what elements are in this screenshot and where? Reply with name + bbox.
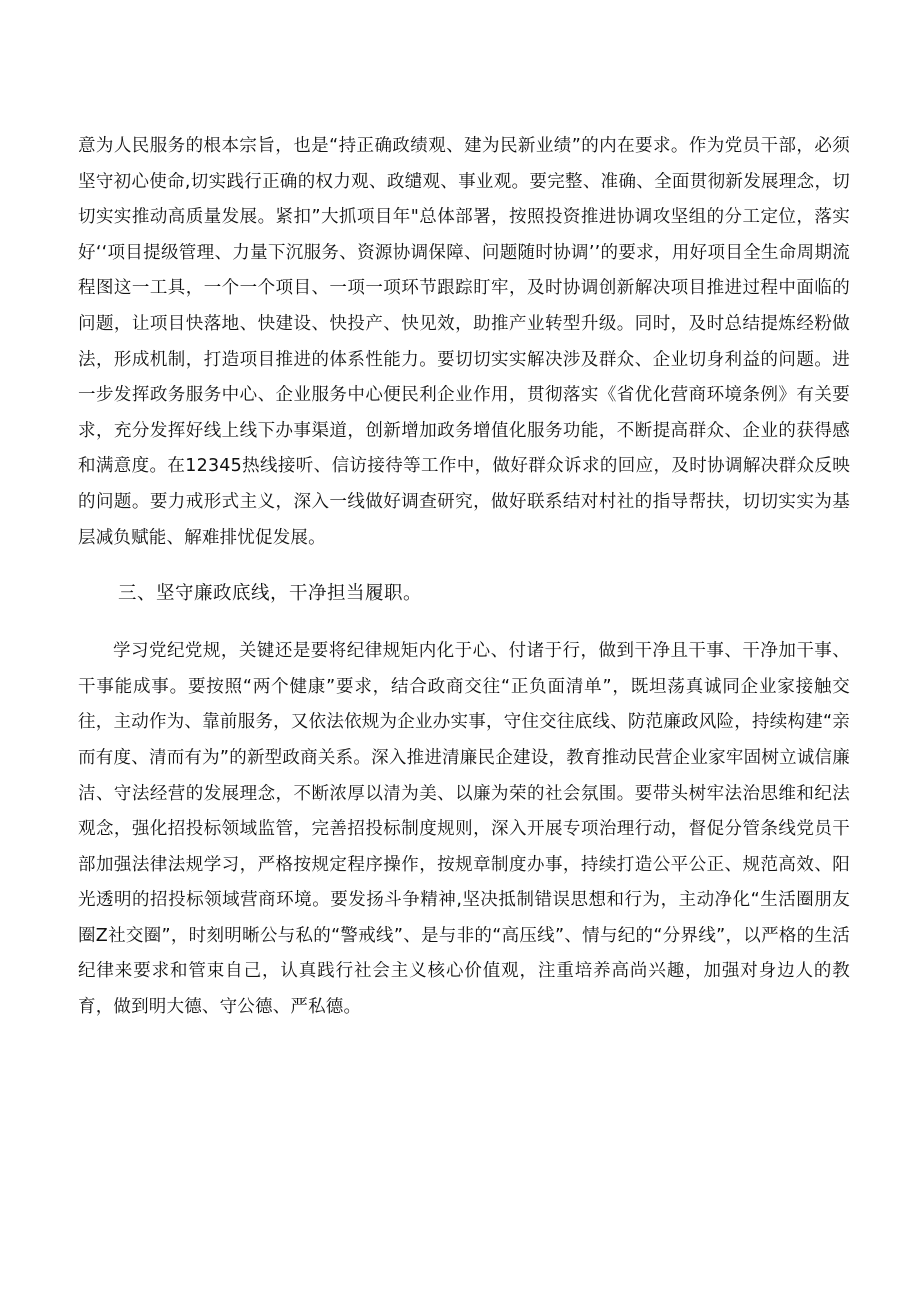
- body-paragraph-2: 学习党纪党规，关键还是要将纪律规矩内化于心、付诸于行，做到干净且干事、干净加干事、干事能成事。要按照“两个健康”要求，结合政商交往“正负面清单”，既坦荡真诚同企业家接触交往，主动作为、靠前服务，又依法依规为企业办实事，守住交往底线、防范廉政风险，持续构建“亲而有度、清而有为”的新型政商关系。深入推进清廉民企建设，教育推动民营企业家牢固树立诚信廉洁、守法经营的发展理念，不断浓厚以清为美、以廉为荣的社会氛围。要带头树牢法治思维和纪法观念，强化招投标领域监管，完善招投标制度规则，深入开展专项治理行动，督促分管条线党员干部加强法律法规学习，严格按规定程序操作，按规章制度办事，持续打造公平公正、规范高效、阳光透明的招投标领域营商环境。要发扬斗争精神,坚决抵制错误思想和行为，主动净化“生活圈朋友圈Z社交圈”，时刻明晰公与私的“警戒线”、是与非的“高压线”、情与纪的“分界线”，以严格的生活纪律来要求和管束自己，认真践行社会主义核心价值观，注重培养高尚兴趣，加强对身边人的教育，做到明大德、守公德、严私德。: [78, 641, 850, 1018]
- section-heading-3: 三、坚守廉政底线，干净担当履职。: [118, 583, 423, 605]
- body-paragraph-1: 意为人民服务的根本宗旨，也是“持正确政绩观、建为民新业绩”的内在要求。作为党员干部，必须坚守初心使命,切实践行正确的权力观、政缱观、事业观。要完整、准确、全面贯彻新发展理念，切切实实推动高质量发展。紧扣”大抓项目年"总体部署，按照投资推进协调攻坚组的分工定位，落实好‘‘项目提级管理、力量下沉服务、资源协调保障、问题随时协调’’的要求，用好项目全生命周期流程图这一工具，一个一个项目、一项一项环节跟踪盯牢，及时协调创新解决项目推进过程中面临的问题，让项目快落地、快建设、快投产、快见效，助推产业转型升级。同时，及时总结提炼经粉做法，形成机制，打造项目推进的体系性能力。要切切实实解决涉及群众、企业切身利益的问题。进一步发挥政务服务中心、企业服务中心便民利企业作用，贯彻落实《省优化营商环境条例》有关要求，充分发挥好线上线下办事渠道，创新增加政务增值化服务功能，不断提高群众、企业的获得感和满意度。在12345热线接听、信访接待等工作中，做好群众诉求的回应，及时协调解决群众反映的问题。要力戒形式主义，深入一线做好调查研究，做好联系结对村社的指导帮扶，切切实实为基层减负赋能、解难排忧促发展。: [78, 136, 850, 548]
